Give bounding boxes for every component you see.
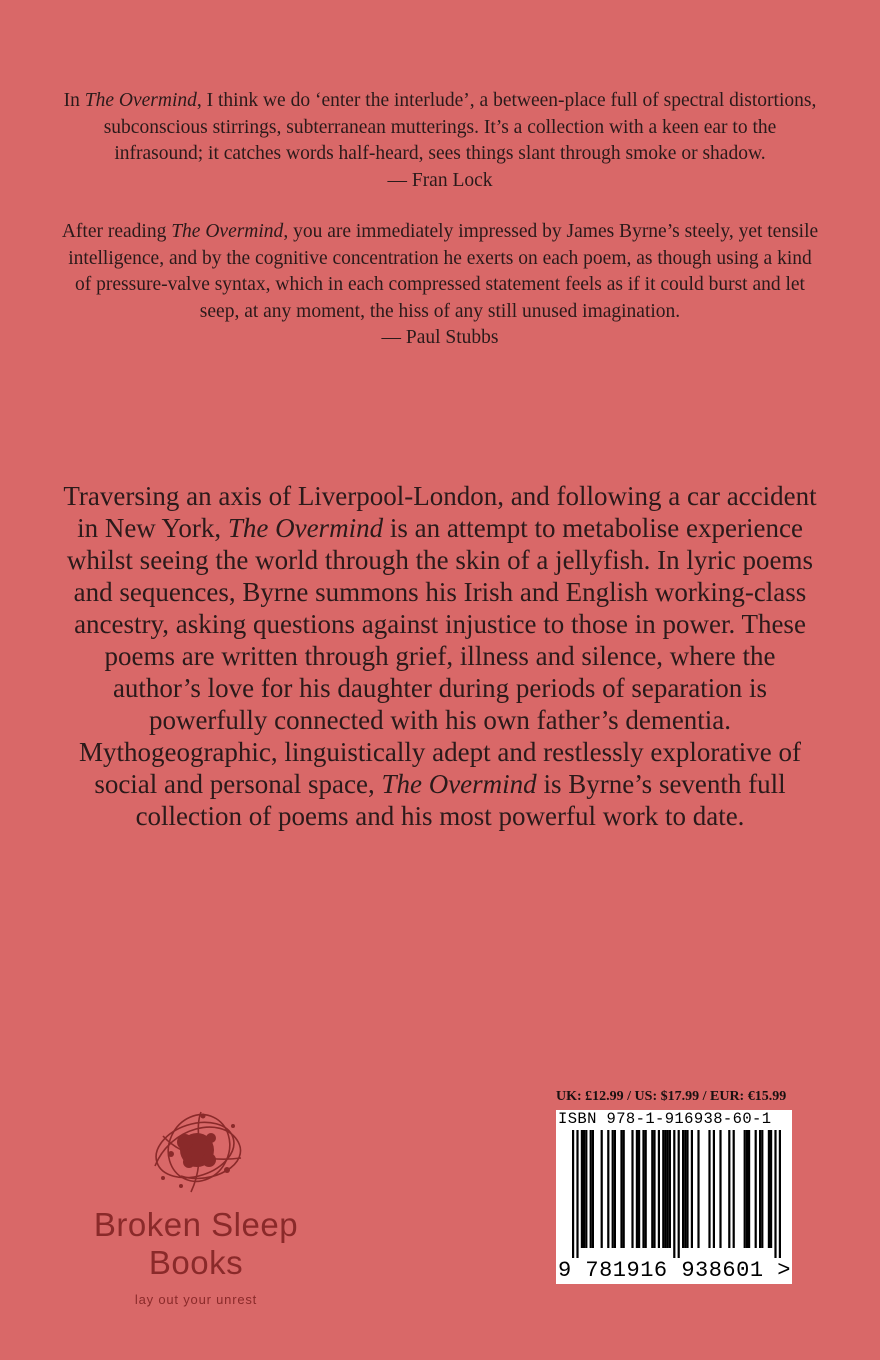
barcode-bar [746,1130,748,1248]
barcode-bar [664,1130,666,1248]
blurb-paul-stubbs [60,219,820,352]
barcode-bar [770,1130,772,1248]
book-title: The Overmind [84,90,197,111]
barcode-bar [728,1130,730,1248]
book-title: The Overmind [227,513,384,543]
barcode-bar [658,1130,660,1248]
barcode-bar [713,1130,715,1248]
barcode-bar [585,1130,587,1248]
barcode-bar [719,1130,721,1248]
publisher-logo [66,1106,326,1307]
blurb-attribution: — Fran Lock [387,169,493,191]
book-description [60,480,820,832]
publisher-name: Broken Sleep Books [93,1206,299,1281]
barcode-bar [614,1130,616,1248]
blurb-attribution: — Paul Stubbs [381,327,499,348]
blurb-segment: , I think we do ‘enter the interlude’, a between-place full of spectral distortions, subconscious stirrings, subterranean mutterings. It’s a collection with a keen ear to the infrasound; it catches words half-heard, sees things slant through smoke or shadow. [103,90,817,164]
barcode-bar [645,1130,647,1248]
barcode-bar [638,1130,640,1248]
blurb-fran-lock [60,88,820,194]
barcode-bar [623,1130,625,1248]
barcode-bar [667,1130,669,1248]
blurb-segment: , you are immediately impressed by James Byrne’s steely, yet tensile intelligence, and by the cognitive concentration he exerts on each poem, as though using a kind of pressure-valve syntax, which in each compressed statement feels as if it could burst and let seep, at any moment, the hiss of any still unused imagination. [68,221,819,322]
description-text [60,480,820,832]
endorsements [60,88,820,377]
barcode-bar [631,1130,633,1248]
barcode-bar [653,1130,655,1248]
barcode-bar [576,1130,578,1258]
barcode-bar [607,1130,609,1248]
barcode-bar [686,1130,688,1248]
barcode-bar [678,1130,680,1258]
barcode-bar [759,1130,761,1248]
barcode-bar [691,1130,693,1248]
barcode-bar [592,1130,594,1248]
barcode-bar [581,1130,583,1248]
barcode-bar [669,1130,671,1248]
description-segment: is Byrne’s seventh full collection of poems and his most powerful work to date. [135,769,786,831]
barcode-bar [684,1130,686,1248]
publisher-tagline: lay out your unrest [134,1292,258,1307]
barcode-bar [620,1130,622,1248]
barcode-bar [572,1130,574,1258]
barcode-bar [748,1130,750,1248]
description-segment: is an attempt to metabolise experience whilst seeing the world through the skin of a jellyfish. In lyric poems and sequences, Byrne summons his Irish and English working-class ancestry, asking questions against injustice to those in power. These poems are written through grief, illness and silence, where the author’s love for his daughter during periods of separation is powerfully connected with his own father’s dementia. Mythogeographic, linguistically adept and restlessly explorative of social and personal space, [66,513,814,799]
price-label: UK: £12.99 / US: $17.99 / EUR: €15.99 [556,1089,787,1104]
barcode-bar [636,1130,638,1248]
barcode-bar [673,1130,675,1258]
barcode-digits: 9 781916 938601 > [558,1258,791,1283]
blurb-segment: After reading [61,221,172,242]
barcode-bar [779,1130,781,1258]
barcode-bar [774,1130,776,1258]
blurb-text [60,219,820,352]
barcode-bar [642,1130,644,1248]
barcode-bars [556,1128,792,1258]
barcode-bar [708,1130,710,1248]
barcode-bar [612,1130,614,1248]
barcode-bar [761,1130,763,1248]
isbn-label: ISBN 978-1-916938-60-1 [558,1110,772,1128]
barcode-bar [733,1130,735,1248]
barcode-bar [697,1130,699,1248]
barcode-bar [651,1130,653,1248]
book-title: The Overmind [381,769,537,799]
barcode-bar [755,1130,757,1248]
blurb-segment: In [63,90,85,111]
barcode-bar [583,1130,585,1248]
barcode-bar [744,1130,746,1248]
barcode-bar [662,1130,664,1248]
blurb-text [60,88,820,194]
barcode-bar [601,1130,603,1248]
barcode-bar [590,1130,592,1248]
barcode-bar [682,1130,684,1248]
book-title: The Overmind [171,221,284,242]
ink-splatter-logo-icon [141,1106,251,1198]
description-segment: Traversing an axis of Liverpool-London, and following a car accident in New York, [63,481,817,543]
isbn-barcode [556,1110,792,1284]
barcode-bar [768,1130,770,1248]
